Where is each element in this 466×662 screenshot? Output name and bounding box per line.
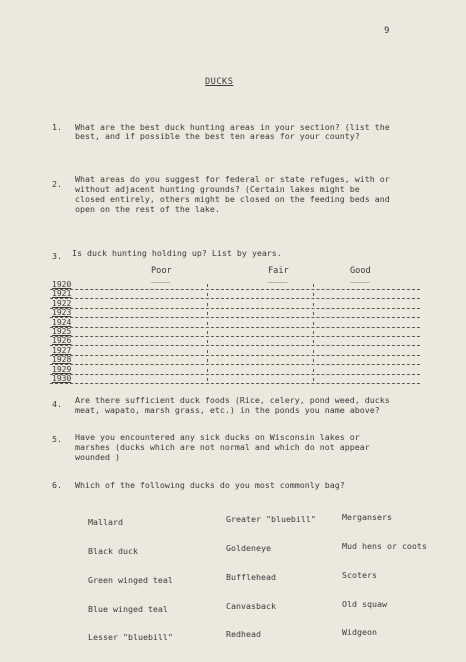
- duck-name: Mud hens or coots: [342, 540, 427, 551]
- question-5-line-2: marshes (ducks which are not normal and which do not appear: [75, 442, 370, 452]
- year-label: 1928: [52, 355, 72, 365]
- duck-name: Lesser "bluebill": [88, 632, 173, 643]
- fair-good-divider: [313, 303, 314, 306]
- question-6-line-1: Which of the following ducks do you most commonly bag?: [75, 480, 345, 490]
- fair-good-divider: [313, 350, 314, 353]
- year-label: 1927: [52, 345, 72, 355]
- year-label: 1929: [52, 364, 72, 374]
- poor-fair-divider: [207, 369, 208, 372]
- duck-name: Bufflehead: [226, 571, 276, 582]
- duck-name: Goldeneye: [226, 542, 271, 553]
- duck-name: Redhead: [226, 629, 261, 640]
- fair-good-divider: [313, 312, 314, 315]
- poor-fair-divider: [207, 293, 208, 296]
- fair-good-divider: [313, 284, 314, 287]
- page-number: 9: [384, 26, 390, 36]
- question-4-line-2: meat, wapato, marsh grass, etc.) in the ponds you name above?: [75, 405, 380, 415]
- question-1-line-1: What are the best duck hunting areas in your section? (list the: [75, 122, 390, 132]
- year-row-answer-line: [50, 374, 420, 375]
- poor-fair-divider: [207, 284, 208, 287]
- question-4-number: 4.: [52, 399, 62, 409]
- question-5-number: 5.: [52, 434, 62, 444]
- duck-name: Old squaw: [342, 598, 387, 609]
- poor-fair-divider: [207, 359, 208, 362]
- year-label: 1924: [52, 317, 72, 327]
- question-4-line-1: Are there sufficient duck foods (Rice, celery, pond weed, ducks: [75, 395, 390, 405]
- year-label: 1923: [52, 308, 72, 318]
- question-6-number: 6.: [52, 480, 62, 490]
- duck-name: Mallard: [88, 517, 123, 528]
- duck-name: Blue winged teal: [88, 603, 168, 614]
- question-5-line-3: wounded ): [75, 452, 120, 462]
- fair-good-divider: [313, 322, 314, 325]
- year-row-answer-line: [50, 336, 420, 337]
- duck-name: Mergansers: [342, 512, 392, 523]
- question-5-line-1: Have you encountered any sick ducks on Wisconsin lakes or: [75, 432, 360, 442]
- year-row-answer-line: [50, 308, 420, 309]
- question-3-line-1: Is duck hunting holding up? List by years.: [72, 248, 282, 258]
- rating-header-poor: Poor: [151, 266, 172, 276]
- question-1-line-2: best, and if possible the best ten areas for your county?: [75, 131, 360, 141]
- duck-name: Green winged teal: [88, 574, 173, 585]
- fair-good-divider: [313, 369, 314, 372]
- year-row-answer-line: [50, 345, 420, 346]
- rating-header-good-underline: ____: [350, 274, 370, 283]
- rating-header-poor-underline: ____: [151, 274, 171, 283]
- rating-header-fair-underline: ____: [268, 274, 288, 283]
- page-title: DUCKS: [205, 77, 234, 87]
- question-3-number: 3.: [52, 251, 62, 261]
- duck-column-1: [88, 499, 173, 662]
- fair-good-divider: [313, 340, 314, 343]
- year-label: 1925: [52, 327, 72, 336]
- poor-fair-divider: [207, 331, 208, 334]
- duck-name: Greater "bluebill": [226, 514, 316, 525]
- rating-header-fair: Fair: [268, 266, 289, 276]
- year-label: 1926: [52, 336, 72, 346]
- poor-fair-divider: [207, 303, 208, 306]
- fair-good-divider: [313, 359, 314, 362]
- year-row-answer-line: [50, 364, 420, 365]
- poor-fair-divider: [207, 312, 208, 315]
- question-2-line-2: without adjacent hunting grounds? (Certain lakes might be: [75, 184, 360, 194]
- question-2-line-1: What areas do you suggest for federal or state refuges, with or: [75, 174, 390, 184]
- year-row-answer-line: [50, 355, 420, 356]
- year-label: 1930: [52, 374, 72, 383]
- duck-name: Scoters: [342, 569, 377, 580]
- year-label: 1920: [52, 280, 72, 289]
- year-row-answer-line: [50, 327, 420, 328]
- year-row-answer-line: [50, 298, 420, 299]
- question-1-number: 1.: [52, 122, 62, 132]
- question-2-line-4: open on the rest of the lake.: [75, 204, 220, 214]
- duck-name: Black duck: [88, 545, 138, 556]
- poor-fair-divider: [207, 322, 208, 325]
- year-row-answer-line: [50, 289, 420, 290]
- year-row-answer-line: [50, 317, 420, 318]
- duck-name: Widgeon: [342, 627, 377, 638]
- question-2-line-3: closed entirely, others might be closed on the feeding beds and: [75, 194, 390, 204]
- duck-column-3: [342, 494, 427, 657]
- year-label: 1921: [52, 289, 72, 299]
- duck-column-2: [226, 496, 316, 659]
- year-row-answer-line: [50, 383, 420, 384]
- question-2-number: 2.: [52, 179, 62, 189]
- rating-header-good: Good: [350, 266, 371, 276]
- poor-fair-divider: [207, 340, 208, 343]
- poor-fair-divider: [207, 350, 208, 353]
- year-label: 1922: [52, 298, 72, 308]
- fair-good-divider: [313, 331, 314, 334]
- duck-name: Canvasback: [226, 600, 276, 611]
- fair-good-divider: [313, 378, 314, 381]
- fair-good-divider: [313, 293, 314, 296]
- poor-fair-divider: [207, 378, 208, 381]
